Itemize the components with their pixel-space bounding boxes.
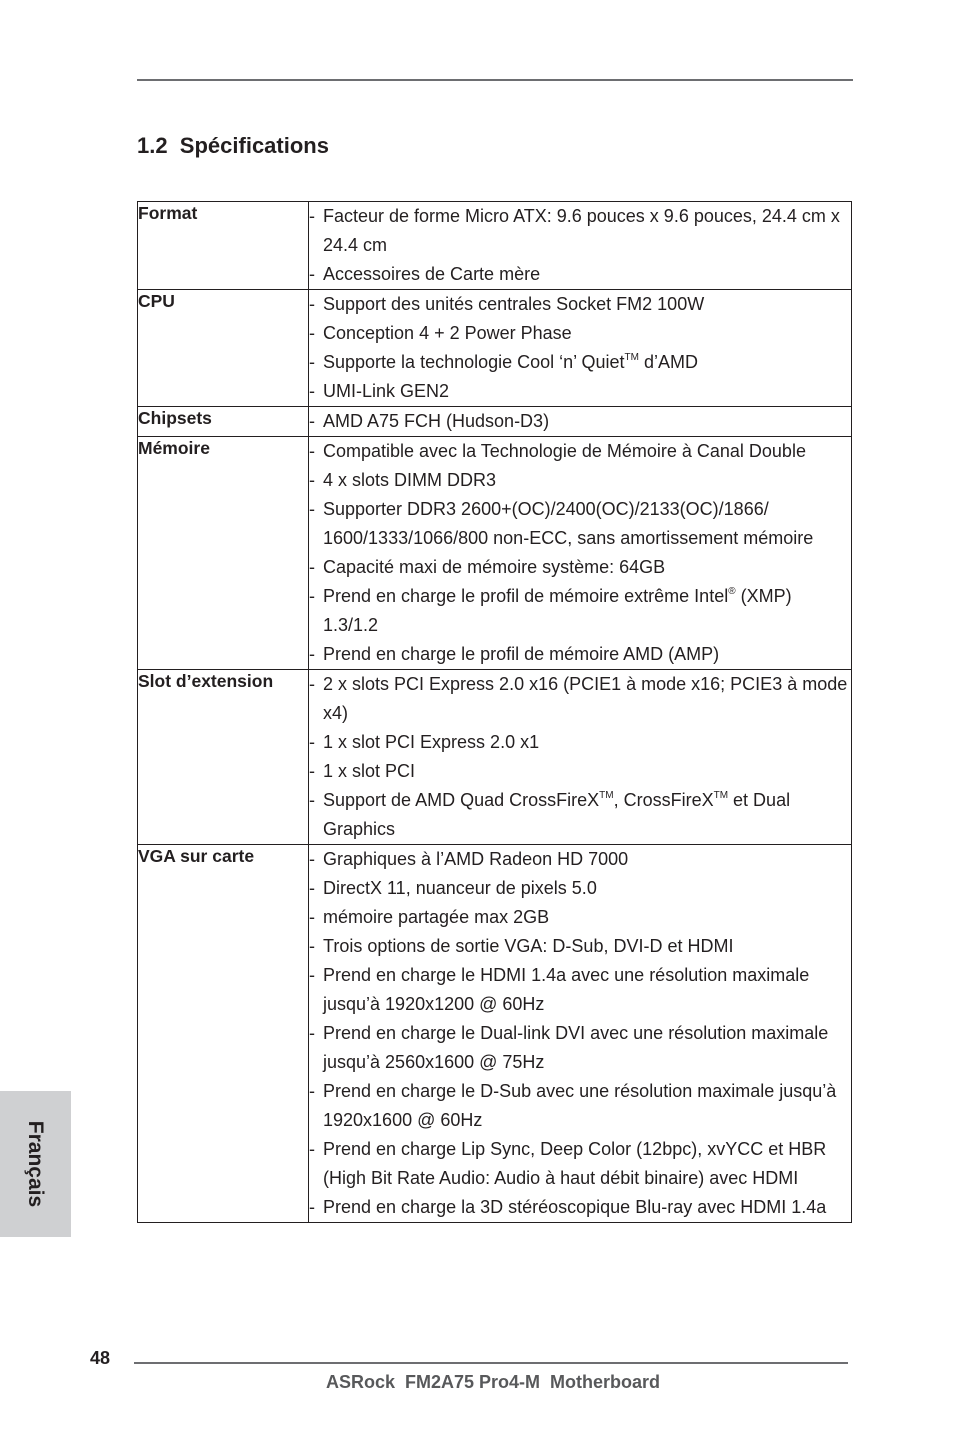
spec-label-cell — [138, 437, 309, 670]
spec-row — [138, 407, 852, 437]
spec-item: - Accessoires de Carte mère — [309, 260, 851, 289]
section-title: 1.2 Spécifications — [137, 133, 329, 158]
spec-row — [138, 290, 852, 407]
spec-label-cell — [138, 670, 309, 845]
footer-text: ASRock FM2A75 Pro4-M Motherboard — [326, 1372, 661, 1392]
spec-item: - Graphiques à l’AMD Radeon HD 7000 — [309, 845, 851, 874]
spec-item: - Prend en charge la 3D stéréoscopique Blu-ray avec HDMI 1.4a — [309, 1193, 851, 1222]
spec-item: - UMI-Link GEN2 — [309, 377, 851, 406]
spec-label: CPU — [138, 291, 175, 311]
spec-label-cell — [138, 407, 309, 437]
spec-item-list — [309, 407, 851, 436]
spec-item: - Prend en charge le HDMI 1.4a avec une résolution maximale jusqu’à 1920x1200 @ 60Hz — [309, 961, 851, 1019]
spec-label: Mémoire — [138, 438, 210, 458]
spec-item: - Support de AMD Quad CrossFireX™, CrossFireX™ et Dual Graphics — [309, 786, 851, 844]
spec-item-list — [309, 202, 851, 289]
spec-item: - Capacité maxi de mémoire système: 64GB — [309, 553, 851, 582]
spec-row — [138, 845, 852, 1223]
spec-value-cell — [309, 845, 852, 1223]
spec-item-list — [309, 290, 851, 406]
spec-row — [138, 670, 852, 845]
spec-label: VGA sur carte — [138, 846, 255, 866]
language-tab — [0, 1091, 71, 1237]
spec-item: - 1 x slot PCI — [309, 757, 851, 786]
spec-item: - Prend en charge le Dual-link DVI avec une résolution maximale jusqu’à 2560x1600 @ 75Hz — [309, 1019, 851, 1077]
spec-item-list — [309, 845, 851, 1222]
spec-item: - Supporte la technologie Cool ‘n’ Quiet™ d’AMD — [309, 348, 851, 377]
spec-item: - DirectX 11, nuanceur de pixels 5.0 — [309, 874, 851, 903]
top-rule — [137, 79, 853, 81]
spec-item: - Prend en charge le profil de mémoire extrême Intel® (XMP) 1.3/1.2 — [309, 582, 851, 640]
spec-value-cell — [309, 670, 852, 845]
spec-value-cell — [309, 407, 852, 437]
spec-value-cell — [309, 290, 852, 407]
spec-item: - Conception 4 + 2 Power Phase — [309, 319, 851, 348]
spec-label-cell — [138, 202, 309, 290]
spec-item: - Facteur de forme Micro ATX: 9.6 pouces x 9.6 pouces, 24.4 cm x 24.4 cm — [309, 202, 851, 260]
spec-label: Slot d’extension — [138, 671, 274, 691]
spec-table — [137, 201, 852, 1223]
spec-value-cell — [309, 202, 852, 290]
spec-item: - Compatible avec la Technologie de Mémoire à Canal Double — [309, 437, 851, 466]
spec-item: - Supporter DDR3 2600+(OC)/2400(OC)/2133(OC)/1866/ 1600/1333/1066/800 non-ECC, sans amortissement mémoire — [309, 495, 851, 553]
bottom-rule — [134, 1362, 848, 1364]
spec-item: - Prend en charge le profil de mémoire AMD (AMP) — [309, 640, 851, 669]
spec-label: Chipsets — [138, 408, 212, 428]
spec-item-list — [309, 437, 851, 669]
spec-row — [138, 437, 852, 670]
spec-item: - 4 x slots DIMM DDR3 — [309, 466, 851, 495]
spec-item: - AMD A75 FCH (Hudson-D3) — [309, 407, 851, 436]
spec-label-cell — [138, 845, 309, 1223]
spec-item: - mémoire partagée max 2GB — [309, 903, 851, 932]
spec-item: - 1 x slot PCI Express 2.0 x1 — [309, 728, 851, 757]
spec-item: - Support des unités centrales Socket FM2 100W — [309, 290, 851, 319]
spec-item: - Prend en charge le D-Sub avec une résolution maximale jusqu’à 1920x1600 @ 60Hz — [309, 1077, 851, 1135]
spec-item: - Prend en charge Lip Sync, Deep Color (12bpc), xvYCC et HBR (High Bit Rate Audio: Audio à haut débit binaire) avec HDMI — [309, 1135, 851, 1193]
spec-table-body — [138, 202, 852, 1223]
spec-item: - 2 x slots PCI Express 2.0 x16 (PCIE1 à mode x16; PCIE3 à mode x4) — [309, 670, 851, 728]
spec-value-cell — [309, 437, 852, 670]
spec-item: - Trois options de sortie VGA: D-Sub, DVI-D et HDMI — [309, 932, 851, 961]
page-number: 48 — [90, 1348, 111, 1368]
spec-label: Format — [138, 203, 198, 223]
language-tab-label: Français — [24, 1120, 47, 1208]
spec-label-cell — [138, 290, 309, 407]
spec-item-list — [309, 670, 851, 844]
spec-row — [138, 202, 852, 290]
